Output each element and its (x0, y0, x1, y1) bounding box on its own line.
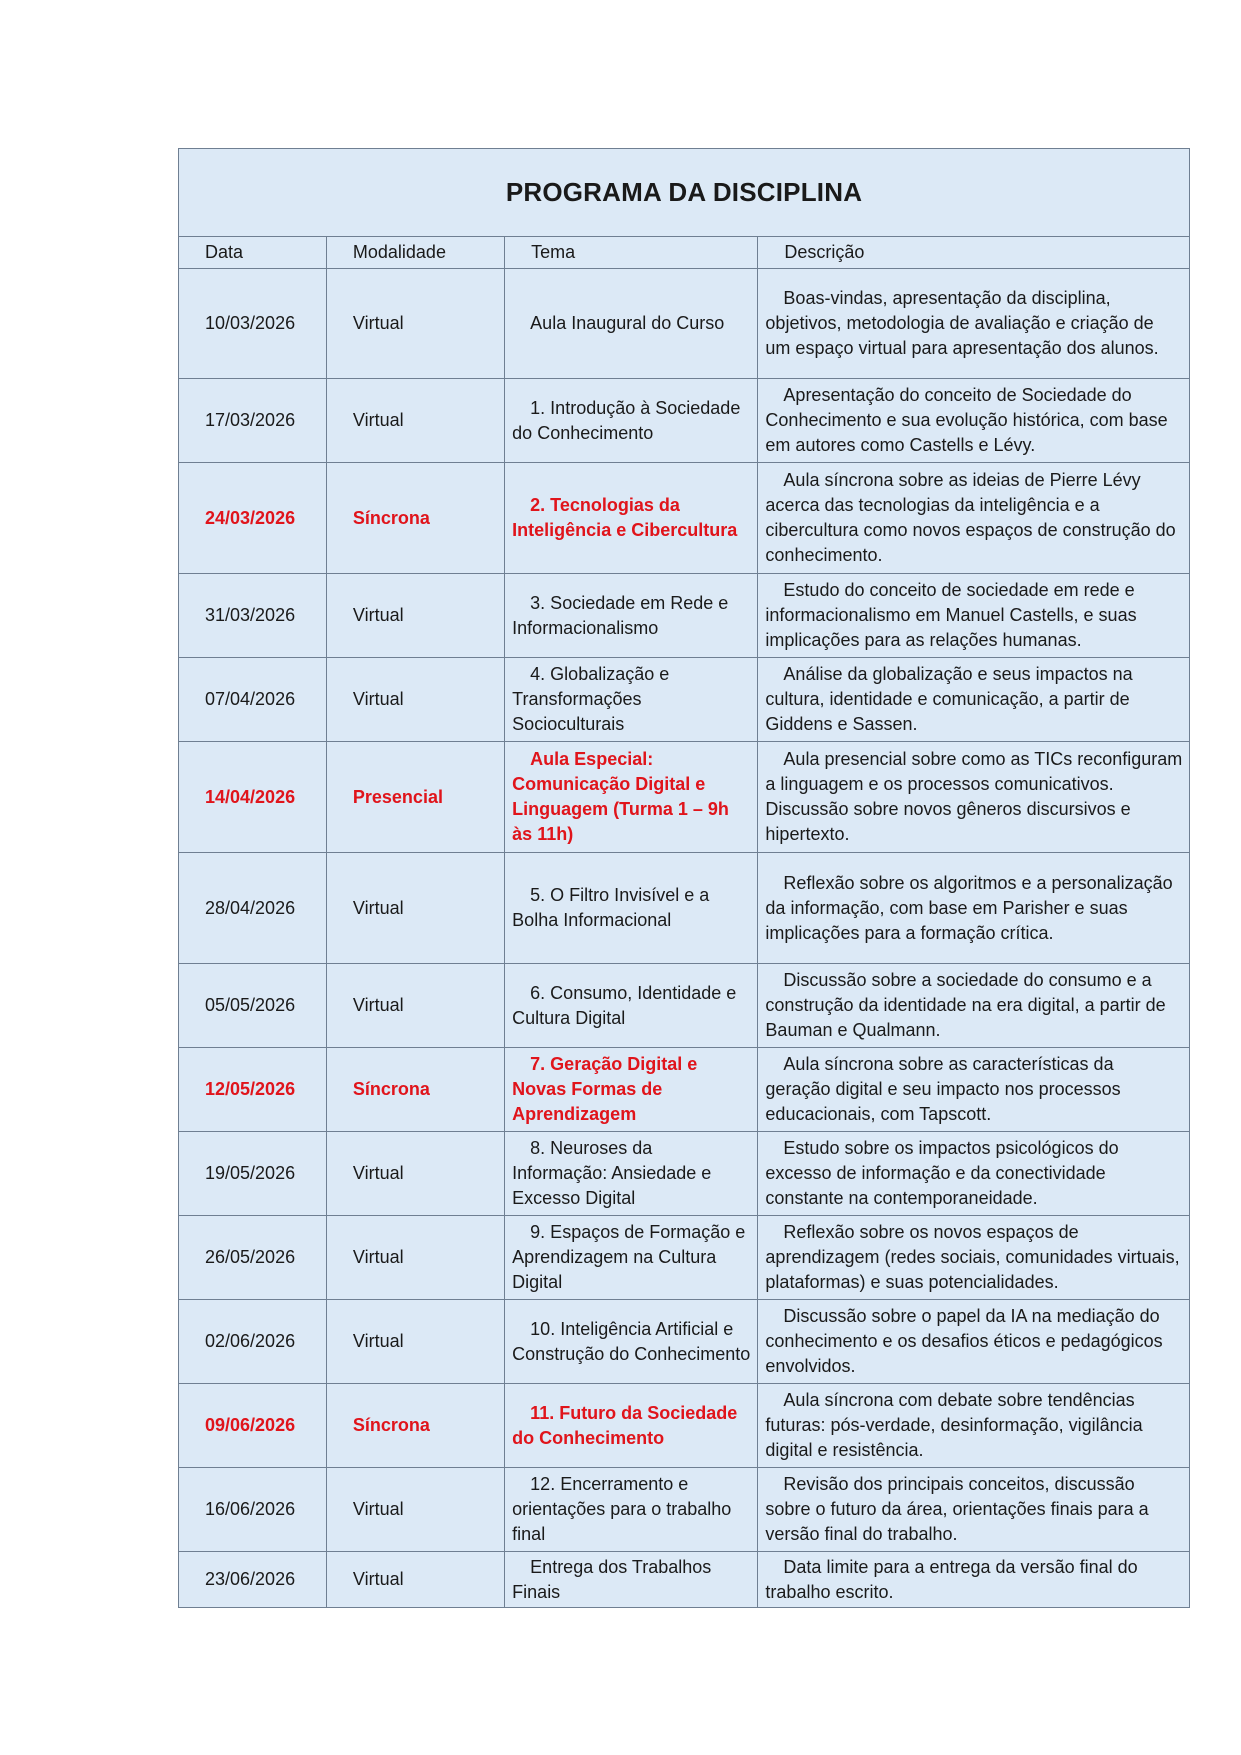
row-date: 07/04/2026 (179, 658, 327, 742)
row-date: 19/05/2026 (179, 1132, 327, 1216)
header-row (179, 237, 1190, 269)
row-mode: Virtual (326, 1132, 504, 1216)
row-date: 10/03/2026 (179, 269, 327, 379)
table-row (179, 1552, 1190, 1608)
row-description: Aula presencial sobre como as TICs reconfiguram a linguagem e os processos comunicativos. Discussão sobre novos gêneros discursivos e hipertexto. (758, 742, 1190, 853)
table-row (179, 658, 1190, 742)
row-mode: Virtual (326, 269, 504, 379)
row-topic: 11. Futuro da Sociedade do Conhecimento (505, 1384, 758, 1468)
row-date: 05/05/2026 (179, 964, 327, 1048)
row-mode: Virtual (326, 379, 504, 463)
row-date: 28/04/2026 (179, 853, 327, 964)
row-date: 17/03/2026 (179, 379, 327, 463)
row-mode: Virtual (326, 1216, 504, 1300)
row-date: 02/06/2026 (179, 1300, 327, 1384)
header-date: Data (179, 237, 327, 269)
table-row (179, 742, 1190, 853)
row-mode: Presencial (326, 742, 504, 853)
row-mode: Virtual (326, 1468, 504, 1552)
row-topic: 4. Globalização e Transformações Socioculturais (505, 658, 758, 742)
table-row (179, 574, 1190, 658)
row-description: Discussão sobre a sociedade do consumo e a construção da identidade na era digital, a partir de Bauman e Qualmann. (758, 964, 1190, 1048)
row-topic: 10. Inteligência Artificial e Construção do Conhecimento (505, 1300, 758, 1384)
row-date: 14/04/2026 (179, 742, 327, 853)
row-description: Discussão sobre o papel da IA na mediação do conhecimento e os desafios éticos e pedagógicos envolvidos. (758, 1300, 1190, 1384)
row-description: Reflexão sobre os algoritmos e a personalização da informação, com base em Parisher e suas implicações para a formação crítica. (758, 853, 1190, 964)
row-description: Aula síncrona sobre as características da geração digital e seu impacto nos processos educacionais, com Tapscott. (758, 1048, 1190, 1132)
table-row (179, 1216, 1190, 1300)
header-description: Descrição (758, 237, 1190, 269)
row-topic: 12. Encerramento e orientações para o trabalho final (505, 1468, 758, 1552)
row-description: Apresentação do conceito de Sociedade do Conhecimento e sua evolução histórica, com base em autores como Castells e Lévy. (758, 379, 1190, 463)
row-date: 12/05/2026 (179, 1048, 327, 1132)
row-topic: 7. Geração Digital e Novas Formas de Aprendizagem (505, 1048, 758, 1132)
table-row (179, 1468, 1190, 1552)
table-row (179, 1384, 1190, 1468)
row-mode: Virtual (326, 1300, 504, 1384)
row-mode: Virtual (326, 1552, 504, 1608)
row-date: 16/06/2026 (179, 1468, 327, 1552)
row-topic: Aula Inaugural do Curso (505, 269, 758, 379)
row-mode: Virtual (326, 658, 504, 742)
row-mode: Síncrona (326, 1384, 504, 1468)
table-row (179, 1300, 1190, 1384)
row-description: Análise da globalização e seus impactos na cultura, identidade e comunicação, a partir de Giddens e Sassen. (758, 658, 1190, 742)
row-topic: 9. Espaços de Formação e Aprendizagem na Cultura Digital (505, 1216, 758, 1300)
row-description: Estudo do conceito de sociedade em rede e informacionalismo em Manuel Castells, e suas implicações para as relações humanas. (758, 574, 1190, 658)
row-mode: Síncrona (326, 463, 504, 574)
row-topic: 8. Neuroses da Informação: Ansiedade e Excesso Digital (505, 1132, 758, 1216)
table-row (179, 269, 1190, 379)
row-mode: Virtual (326, 574, 504, 658)
row-description: Data limite para a entrega da versão final do trabalho escrito. (758, 1552, 1190, 1608)
table-row (179, 379, 1190, 463)
header-topic: Tema (505, 237, 758, 269)
table-row (179, 964, 1190, 1048)
row-description: Boas-vindas, apresentação da disciplina, objetivos, metodologia de avaliação e criação de um espaço virtual para apresentação dos alunos. (758, 269, 1190, 379)
row-date: 26/05/2026 (179, 1216, 327, 1300)
row-date: 23/06/2026 (179, 1552, 327, 1608)
row-date: 31/03/2026 (179, 574, 327, 658)
program-table (178, 148, 1190, 1608)
row-topic: 5. O Filtro Invisível e a Bolha Informacional (505, 853, 758, 964)
row-description: Reflexão sobre os novos espaços de aprendizagem (redes sociais, comunidades virtuais, plataformas) e suas potencialidades. (758, 1216, 1190, 1300)
row-mode: Síncrona (326, 1048, 504, 1132)
row-description: Estudo sobre os impactos psicológicos do excesso de informação e da conectividade constante na contemporaneidade. (758, 1132, 1190, 1216)
row-description: Aula síncrona sobre as ideias de Pierre Lévy acerca das tecnologias da inteligência e a cibercultura como novos espaços de construção do conhecimento. (758, 463, 1190, 574)
header-mode: Modalidade (326, 237, 504, 269)
table-row (179, 853, 1190, 964)
row-date: 24/03/2026 (179, 463, 327, 574)
table-row (179, 463, 1190, 574)
page-title: PROGRAMA DA DISCIPLINA (179, 149, 1190, 237)
row-mode: Virtual (326, 853, 504, 964)
row-date: 09/06/2026 (179, 1384, 327, 1468)
row-topic: Entrega dos Trabalhos Finais (505, 1552, 758, 1608)
row-topic: Aula Especial: Comunicação Digital e Linguagem (Turma 1 – 9h às 11h) (505, 742, 758, 853)
row-description: Aula síncrona com debate sobre tendências futuras: pós-verdade, desinformação, vigilância digital e resistência. (758, 1384, 1190, 1468)
row-topic: 3. Sociedade em Rede e Informacionalismo (505, 574, 758, 658)
row-topic: 2. Tecnologias da Inteligência e Cibercultura (505, 463, 758, 574)
row-mode: Virtual (326, 964, 504, 1048)
row-description: Revisão dos principais conceitos, discussão sobre o futuro da área, orientações finais para a versão final do trabalho. (758, 1468, 1190, 1552)
row-topic: 6. Consumo, Identidade e Cultura Digital (505, 964, 758, 1048)
table-row (179, 1132, 1190, 1216)
row-topic: 1. Introdução à Sociedade do Conhecimento (505, 379, 758, 463)
table-row (179, 1048, 1190, 1132)
